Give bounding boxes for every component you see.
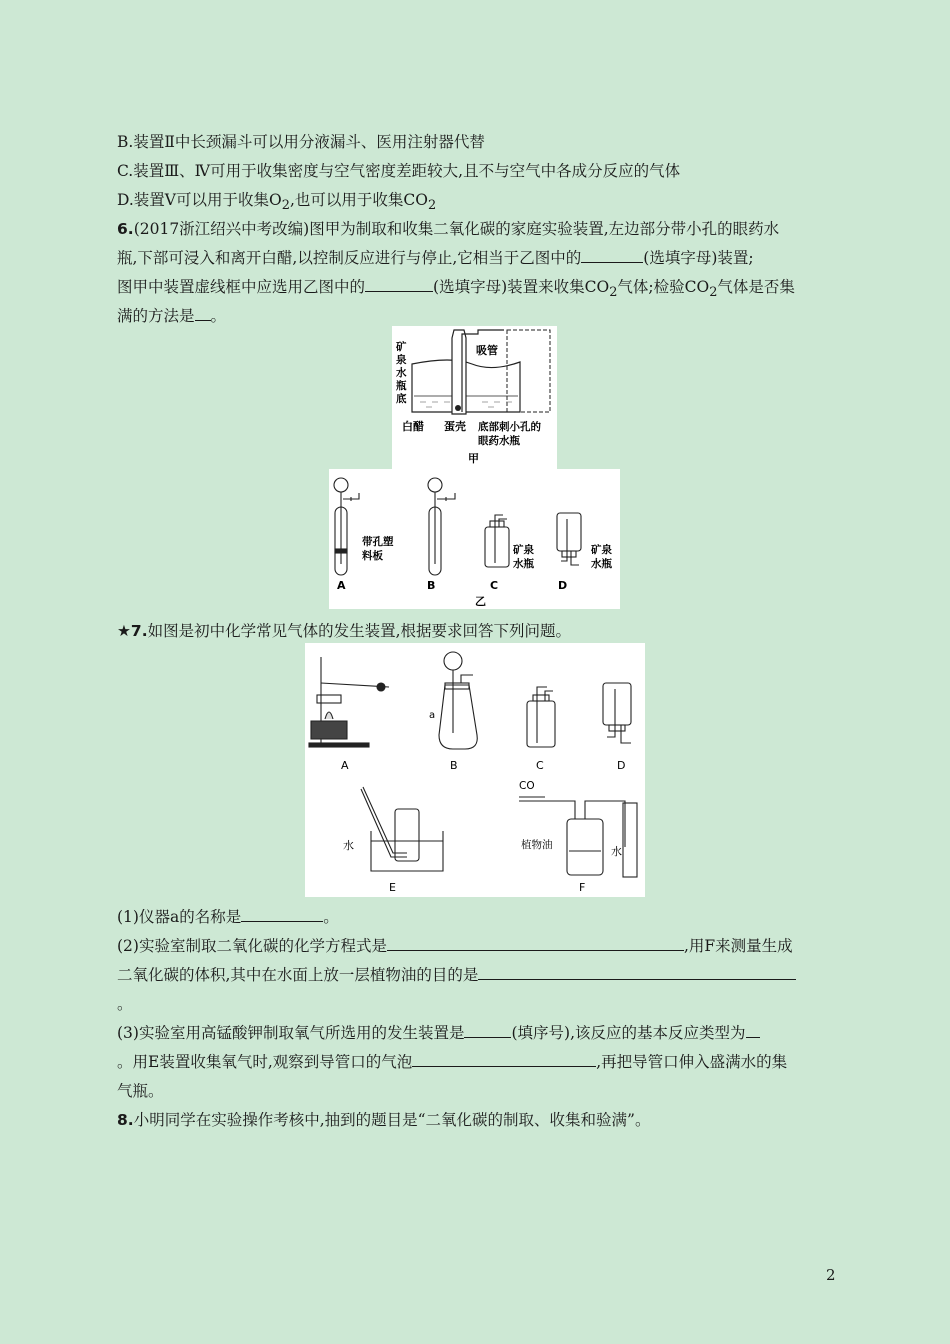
q7-part-2-line-2 (117, 964, 796, 986)
caption-yi: 乙 (475, 595, 486, 608)
q6-text-4b: 。 (210, 307, 227, 325)
q6-text-3b: (选填字母)装置来收集CO (433, 278, 610, 296)
q7-part-3-line-3 (117, 1080, 164, 1102)
letter-c: C (536, 759, 544, 772)
answer-blank[interactable] (746, 1023, 760, 1038)
subscript-2: 2 (609, 285, 618, 301)
option-b-text: B.装置Ⅱ中长颈漏斗可以用分液漏斗、医用注射器代替 (117, 133, 485, 151)
letter-e: E (389, 881, 396, 894)
straw-tube (462, 330, 504, 412)
label-water-e: 水 (343, 839, 354, 852)
letter-d: D (617, 759, 626, 772)
apparatus-e (361, 787, 443, 871)
apparatus-c (527, 687, 555, 747)
letter-a: A (337, 579, 346, 592)
option-b (117, 131, 485, 153)
option-c (117, 160, 680, 182)
answer-blank[interactable] (412, 1052, 596, 1067)
q6-line-4 (117, 305, 226, 327)
apparatus-d (603, 683, 631, 743)
apparatus-b (428, 478, 455, 575)
q6-text-2a: 瓶,下部可浸入和离开白醋,以控制反应进行与停止,它相当于乙图中的 (117, 249, 582, 267)
eye-drop-bottle (452, 330, 466, 414)
option-d-text-2: ,也可以用于收集CO (289, 191, 428, 209)
label-straw: 吸管 (476, 344, 498, 357)
q7-p3-text-d: ,再把导管口伸入盛满水的集 (596, 1053, 788, 1071)
caption-jia: 甲 (468, 452, 479, 465)
q7-p2-text-d: 。 (117, 995, 133, 1013)
q7-line (117, 620, 571, 642)
letter-b: B (450, 759, 458, 772)
q8-line (117, 1109, 650, 1131)
q7-p2-text-c: 二氧化碳的体积,其中在水面上放一层植物油的目的是 (117, 966, 479, 984)
eggshell (455, 405, 461, 411)
figure-q7 (305, 643, 645, 897)
q6-text-1: (2017浙江绍兴中考改编)图甲为制取和收集二氧化碳的家庭实验装置,左边部分带小孔的眼药水 (133, 220, 780, 238)
option-d-text-1: D.装置Ⅴ可以用于收集O (117, 191, 282, 209)
q6-line-1 (117, 218, 779, 240)
label-plate: 料板 (362, 550, 383, 562)
letter-d: D (558, 579, 568, 592)
label-bottle-bottom: 底 (396, 393, 407, 405)
answer-blank[interactable] (365, 277, 433, 292)
q7-part-1 (117, 906, 339, 928)
apparatus-b (439, 652, 477, 749)
q7-p2-text-a: (2)实验室制取二氧化碳的化学方程式是 (117, 937, 387, 955)
q7-p3-text-c: 。用E装置收集氧气时,观察到导管口的气泡 (117, 1053, 413, 1071)
label-oil: 植物油 (521, 839, 553, 851)
label-bottle-c: 矿泉 (513, 544, 534, 556)
label-vinegar: 白醋 (402, 420, 424, 433)
label-bottle-bottom: 矿 (396, 341, 407, 353)
dashed-box (507, 330, 550, 412)
q7-part-2-line-1 (117, 935, 793, 957)
apparatus-f (519, 797, 637, 877)
q7-p2-text-b: ,用F来测量生成 (683, 937, 793, 955)
q7-number: 7. (130, 622, 148, 640)
subscript-2: 2 (709, 285, 718, 301)
label-dropper: 底部刺小孔的 (478, 421, 541, 433)
subscript-2: 2 (281, 198, 290, 214)
q7-p1-text: (1)仪器a的名称是 (117, 908, 242, 926)
label-plate: 带孔塑 (362, 536, 394, 548)
answer-blank[interactable] (464, 1023, 511, 1038)
q6-text-3a: 图甲中装置虚线框中应选用乙图中的 (117, 278, 366, 296)
subscript-2: 2 (427, 198, 437, 214)
apparatus-c (485, 515, 509, 567)
q6-text-4a: 满的方法是 (117, 307, 195, 325)
figure-jia (392, 326, 557, 469)
label-bottle-bottom: 水 (396, 367, 407, 379)
q6-text-3d: 气体是否集 (717, 278, 795, 296)
q7-part-2-line-3 (117, 993, 133, 1015)
q7-p3-text-b: (填序号),该反应的基本反应类型为 (511, 1024, 746, 1042)
star-icon: ★ (117, 622, 131, 640)
apparatus-a (334, 478, 359, 575)
letter-c: C (490, 579, 499, 592)
answer-blank[interactable] (241, 907, 323, 922)
label-dropper: 眼药水瓶 (478, 435, 520, 447)
q6-line-3 (117, 276, 795, 304)
label-bottle-c: 水瓶 (513, 558, 534, 570)
q7-p1-end: 。 (323, 908, 339, 926)
answer-blank[interactable] (581, 248, 643, 263)
answer-blank[interactable] (478, 965, 796, 980)
label-bottle-d: 水瓶 (591, 558, 612, 570)
q6-line-2 (117, 247, 754, 269)
option-c-text: C.装置Ⅲ、Ⅳ可用于收集密度与空气密度差距较大,且不与空气中各成分反应的气体 (117, 162, 681, 180)
figure-yi (329, 469, 620, 609)
q7-p3-text-a: (3)实验室用高锰酸钾制取氧气所选用的发生装置是 (117, 1024, 465, 1042)
label-bottle-bottom: 瓶 (396, 380, 407, 392)
label-co2: CO (519, 780, 535, 792)
letter-b: B (427, 579, 436, 592)
q8-number: 8. (117, 1111, 134, 1129)
option-d (117, 189, 436, 217)
label-water-f: 水 (611, 845, 622, 858)
answer-blank[interactable] (195, 306, 211, 321)
q6-text-3c: 气体;检验CO (617, 278, 710, 296)
label-eggshell: 蛋壳 (444, 420, 466, 433)
q7-part-3-line-2 (117, 1051, 787, 1073)
q7-p3-text-e: 气瓶。 (117, 1082, 164, 1100)
label-bottle-bottom: 泉 (396, 354, 407, 366)
q8-text: 小明同学在实验操作考核中,抽到的题目是“二氧化碳的制取、收集和验满”。 (133, 1111, 651, 1129)
apparatus-d (557, 513, 581, 565)
q6-text-2b: (选填字母)装置; (643, 249, 754, 267)
q7-part-3-line-1 (117, 1022, 760, 1044)
page-number: 2 (826, 1266, 836, 1284)
letter-f: F (579, 881, 586, 894)
q7-text: 如图是初中化学常见气体的发生装置,根据要求回答下列问题。 (147, 622, 572, 640)
apparatus-a (309, 657, 389, 747)
letter-a: A (341, 759, 349, 772)
q6-number: 6. (117, 220, 134, 238)
label-a: a (429, 710, 436, 721)
answer-blank[interactable] (387, 936, 684, 951)
label-bottle-d: 矿泉 (591, 544, 612, 556)
